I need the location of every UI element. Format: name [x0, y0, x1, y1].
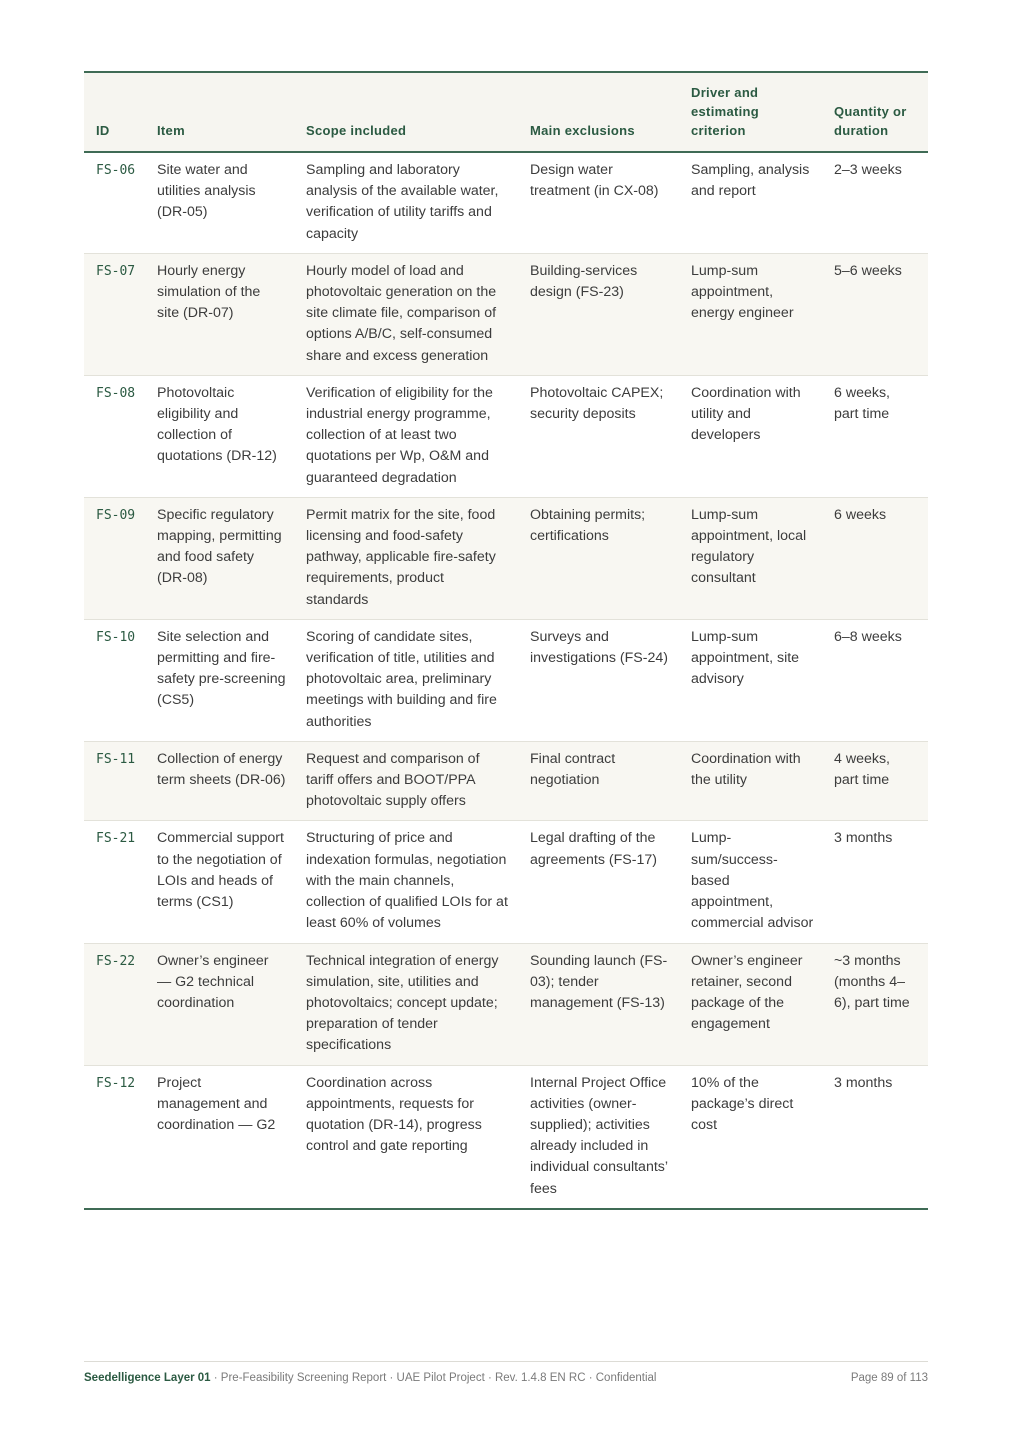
- header-row: [84, 72, 928, 152]
- cell-driver: Coordination with the utility: [691, 750, 801, 789]
- table-row: [84, 375, 928, 497]
- table-row: [84, 821, 928, 943]
- cell-scope: Permit matrix for the site, food licensing and food-safety pathway, applicable fire-safety requirements, product standards: [306, 506, 496, 608]
- cell-scope: Verification of eligibility for the industrial energy programme, collection of at least two quotations per Wp, O&M and guaranteed degradation: [306, 384, 493, 486]
- cell-driver: Lump-sum appointment, energy engineer: [691, 262, 794, 322]
- cell-scope: Request and comparison of tariff offers and BOOT/PPA photovoltaic supply offers: [306, 750, 480, 810]
- cell-exclusions: Legal drafting of the agreements (FS-17): [530, 830, 657, 868]
- cell-id: FS-10: [96, 629, 136, 645]
- header-exclusions: Main exclusions: [530, 123, 635, 138]
- cell-id: FS-12: [96, 1075, 136, 1091]
- cell-driver: Owner’s engineer retainer, second package of the engagement: [691, 952, 803, 1033]
- cell-driver: Lump-sum appointment, site advisory: [691, 628, 800, 688]
- cell-item: Project management and coordination — G2: [157, 1074, 276, 1133]
- table-row: [84, 943, 928, 1065]
- table-row: [84, 253, 928, 375]
- cell-id: FS-09: [96, 507, 136, 523]
- cell-driver: 10% of the package’s direct cost: [691, 1074, 794, 1133]
- cell-exclusions: Design water treatment (in CX-08): [530, 162, 659, 200]
- table-row: [84, 619, 928, 741]
- cell-quantity: 5–6 weeks: [834, 262, 902, 279]
- table-row: [84, 741, 928, 821]
- table-row: [84, 497, 928, 619]
- cell-scope: Structuring of price and indexation formulas, negotiation with the main channels, collection of qualified LOIs for at least 60% of volumes: [306, 830, 508, 932]
- table-row: [84, 152, 928, 253]
- cell-item: Photovoltaic eligibility and collection of quotations (DR-12): [157, 384, 277, 465]
- cell-scope: Sampling and laboratory analysis of the available water, verification of utility tariffs and capacity: [306, 162, 499, 242]
- scope-table: [84, 71, 928, 1210]
- cell-exclusions: Sounding launch (FS-03); tender management (FS-13): [530, 952, 668, 1011]
- header-item: Item: [157, 123, 185, 138]
- cell-id: FS-21: [96, 831, 136, 847]
- cell-item: Hourly energy simulation of the site (DR-07): [157, 262, 261, 322]
- table-header: [84, 72, 928, 152]
- header-id: ID: [96, 123, 110, 138]
- cell-driver: Coordination with utility and developers: [691, 384, 801, 444]
- footer-brand: Seedelligence Layer 01: [84, 1372, 211, 1384]
- table-body: [84, 152, 928, 1209]
- cell-quantity: 6 weeks, part time: [834, 384, 890, 423]
- page-number: Page 89 of 113: [850, 1372, 928, 1384]
- cell-exclusions: Internal Project Office activities (owner-supplied); activities already included in individual consultants’ fees: [530, 1074, 668, 1197]
- header-scope: Scope included: [306, 123, 407, 138]
- cell-scope: Hourly model of load and photovoltaic generation on the site climate file, comparison of options A/B/C, self-consumed share and excess generation: [306, 262, 497, 364]
- cell-exclusions: Obtaining permits; certifications: [530, 506, 646, 545]
- cell-item: Site water and utilities analysis (DR-05): [157, 162, 256, 221]
- page-footer: [84, 1361, 928, 1384]
- cell-item: Owner’s engineer — G2 technical coordination: [157, 952, 269, 1011]
- cell-exclusions: Building-services design (FS-23): [530, 262, 638, 301]
- cell-quantity: 6–8 weeks: [834, 628, 902, 645]
- header-quantity: Quantity or duration: [834, 104, 907, 138]
- cell-quantity: 3 months: [834, 1074, 893, 1091]
- footer-text: · Pre-Feasibility Screening Report · UAE Pilot Project · Rev. 1.4.8 EN RC · Confidential: [210, 1372, 657, 1384]
- cell-item: Site selection and permitting and fire-safety pre-screening (CS5): [157, 628, 286, 709]
- cell-scope: Technical integration of energy simulation, site, utilities and photovoltaics; concept update; preparation of tender specifications: [306, 952, 499, 1054]
- cell-id: FS-11: [96, 751, 136, 767]
- table-row: [84, 1065, 928, 1209]
- cell-quantity: 6 weeks: [834, 506, 887, 523]
- cell-id: FS-06: [96, 163, 136, 178]
- cell-id: FS-22: [96, 953, 136, 969]
- cell-item: Specific regulatory mapping, permitting and food safety (DR-08): [157, 506, 282, 587]
- cell-quantity: 3 months: [834, 830, 893, 847]
- cell-quantity: 4 weeks, part time: [834, 750, 890, 789]
- cell-driver: Lump-sum appointment, local regulatory consultant: [691, 506, 807, 587]
- cell-scope: Coordination across appointments, requests for quotation (DR-14), progress control and gate reporting: [306, 1074, 482, 1155]
- cell-item: Commercial support to the negotiation of LOIs and heads of terms (CS1): [157, 830, 284, 911]
- cell-exclusions: Photovoltaic CAPEX; security deposits: [530, 384, 664, 423]
- cell-id: FS-08: [96, 385, 136, 401]
- footer-left: [84, 1372, 656, 1384]
- cell-scope: Scoring of candidate sites, verification of title, utilities and photovoltaic area, preliminary meetings with building and fire authorities: [306, 628, 497, 730]
- header-driver: Driver and estimating criterion: [691, 85, 760, 138]
- cell-driver: Sampling, analysis and report: [691, 162, 810, 200]
- cell-exclusions: Final contract negotiation: [530, 750, 616, 789]
- cell-quantity: ~3 months (months 4–6), part time: [834, 952, 910, 1011]
- cell-driver: Lump-sum/success-based appointment, commercial advisor: [691, 830, 814, 932]
- cell-id: FS-07: [96, 263, 136, 279]
- cell-exclusions: Surveys and investigations (FS-24): [530, 628, 668, 667]
- cell-item: Collection of energy term sheets (DR-06): [157, 750, 286, 789]
- cell-quantity: 2–3 weeks: [834, 162, 902, 178]
